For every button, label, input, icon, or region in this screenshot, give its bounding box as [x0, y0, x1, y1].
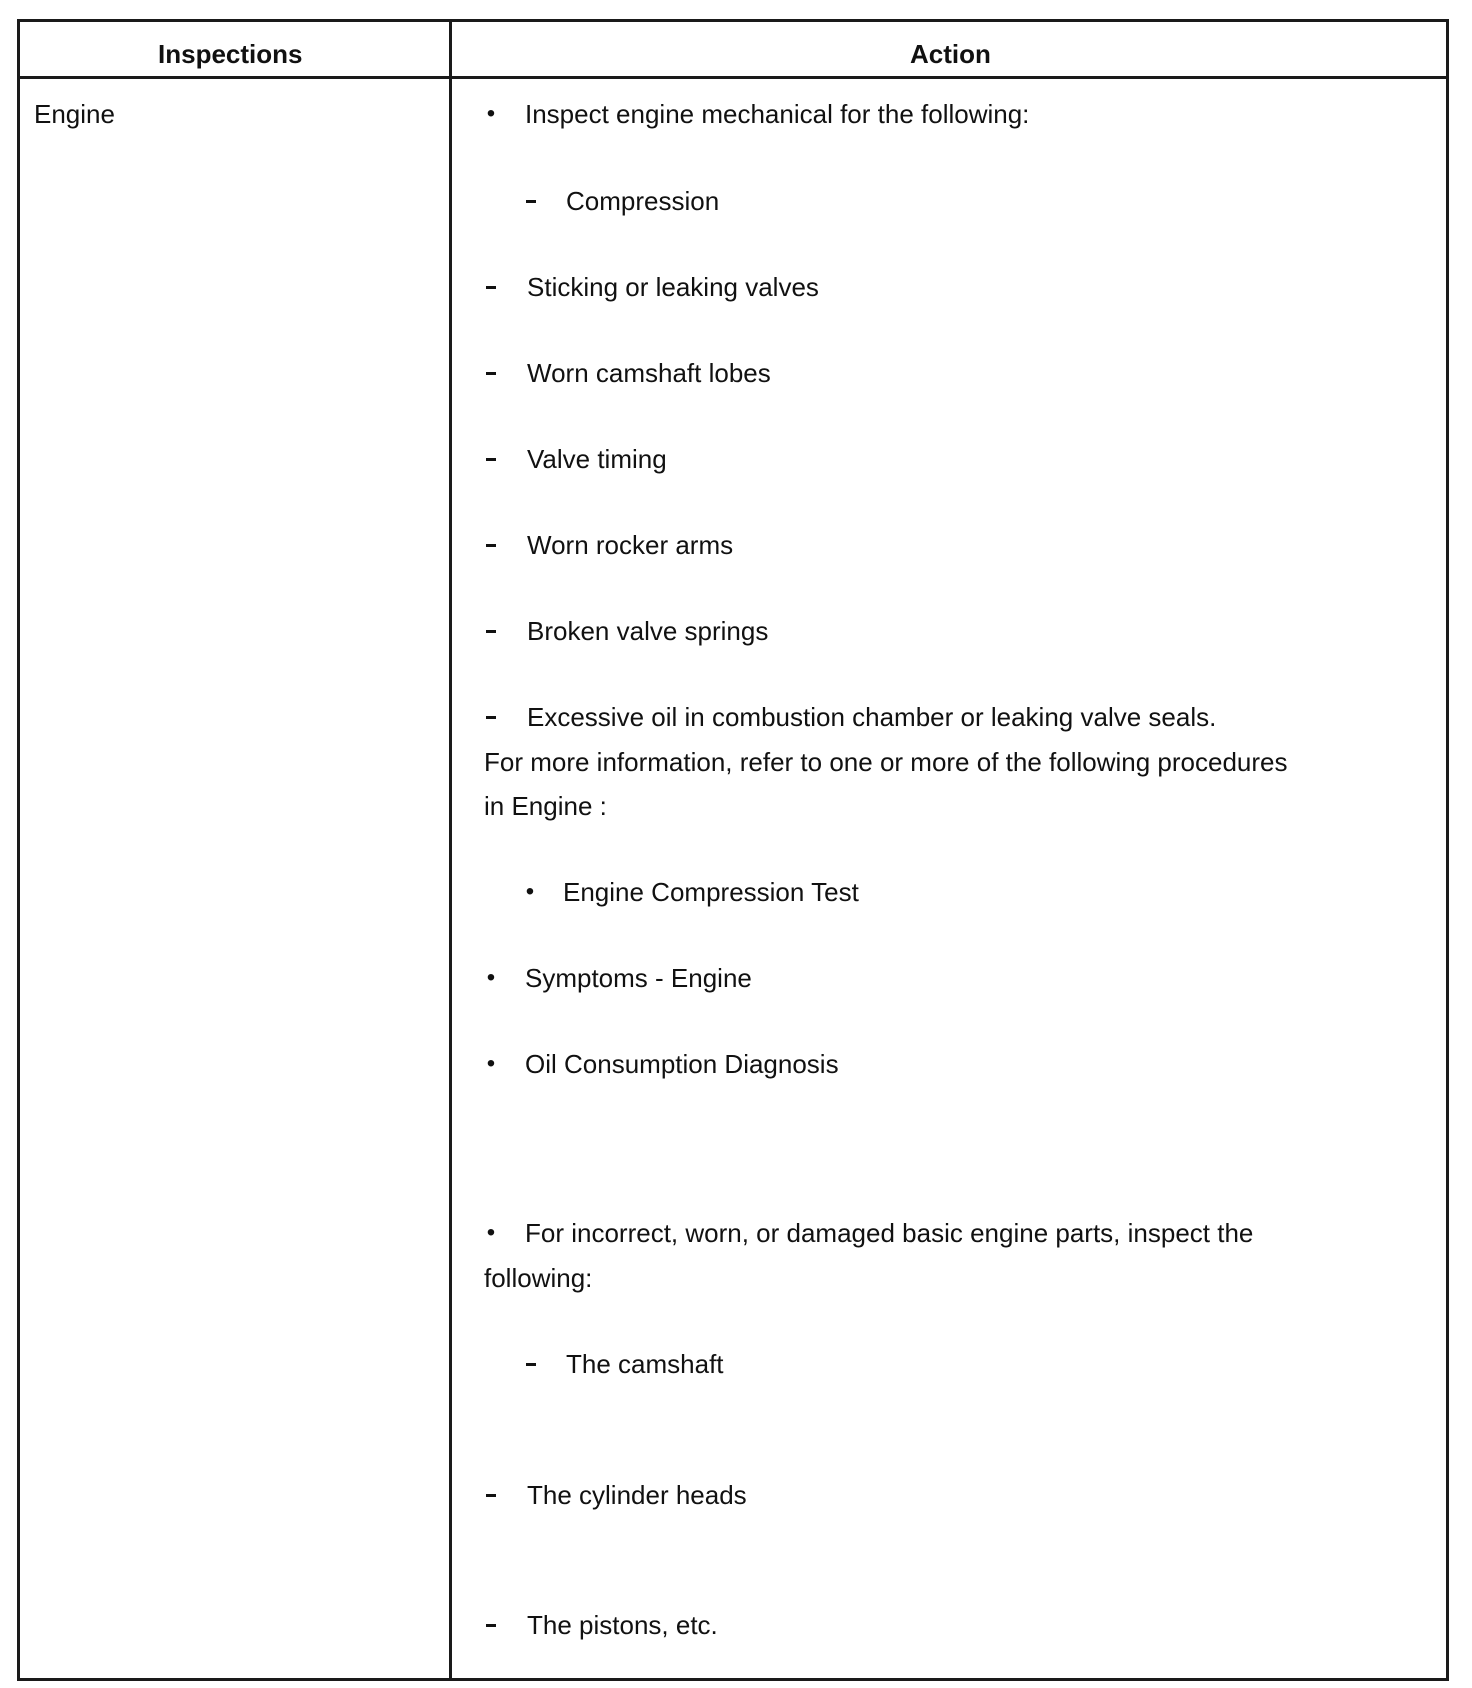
inspection-table	[17, 19, 1449, 1681]
parts-intro: following:	[484, 1263, 593, 1293]
header-divider	[17, 76, 1449, 79]
procedure-item: Oil Consumption Diagnosis	[525, 1049, 839, 1079]
inspection-cell: Engine	[34, 99, 115, 129]
dash-icon	[484, 442, 498, 476]
procedure-item: Engine Compression Test	[563, 877, 859, 907]
bullet-icon: •	[486, 1050, 496, 1077]
dash-icon	[484, 1608, 498, 1642]
dash-icon	[484, 528, 498, 562]
check-item: Broken valve springs	[527, 616, 769, 646]
dash-icon	[524, 1347, 538, 1381]
bullet-icon: •	[525, 878, 535, 905]
part-item: The camshaft	[566, 1349, 724, 1379]
header-inspections: Inspections	[158, 39, 303, 69]
check-item: Excessive oil in combustion chamber or leaking valve seals.	[527, 702, 1217, 732]
bullet-icon: •	[486, 964, 496, 991]
parts-intro: For incorrect, worn, or damaged basic engine parts, inspect the	[525, 1218, 1254, 1248]
check-item: Valve timing	[527, 444, 667, 474]
action-intro: Inspect engine mechanical for the following:	[525, 99, 1030, 129]
check-item: Worn rocker arms	[527, 530, 734, 560]
dash-icon	[484, 270, 498, 304]
check-item: Worn camshaft lobes	[527, 358, 771, 388]
dash-icon	[484, 700, 498, 734]
check-item: Sticking or leaking valves	[527, 272, 819, 302]
procedure-item: Symptoms - Engine	[525, 963, 752, 993]
bullet-icon: •	[486, 1219, 496, 1246]
dash-icon	[484, 1478, 498, 1512]
dash-icon	[524, 184, 538, 218]
column-divider	[449, 19, 452, 1681]
part-item: The cylinder heads	[527, 1480, 747, 1510]
more-info-text: For more information, refer to one or more of the following procedures	[484, 747, 1288, 777]
dash-icon	[484, 356, 498, 390]
part-item: The pistons, etc.	[527, 1610, 718, 1640]
bullet-icon: •	[486, 100, 496, 127]
check-item: Compression	[566, 186, 720, 216]
more-info-text: in Engine :	[484, 791, 607, 821]
header-action: Action	[910, 39, 991, 69]
dash-icon	[484, 614, 498, 648]
